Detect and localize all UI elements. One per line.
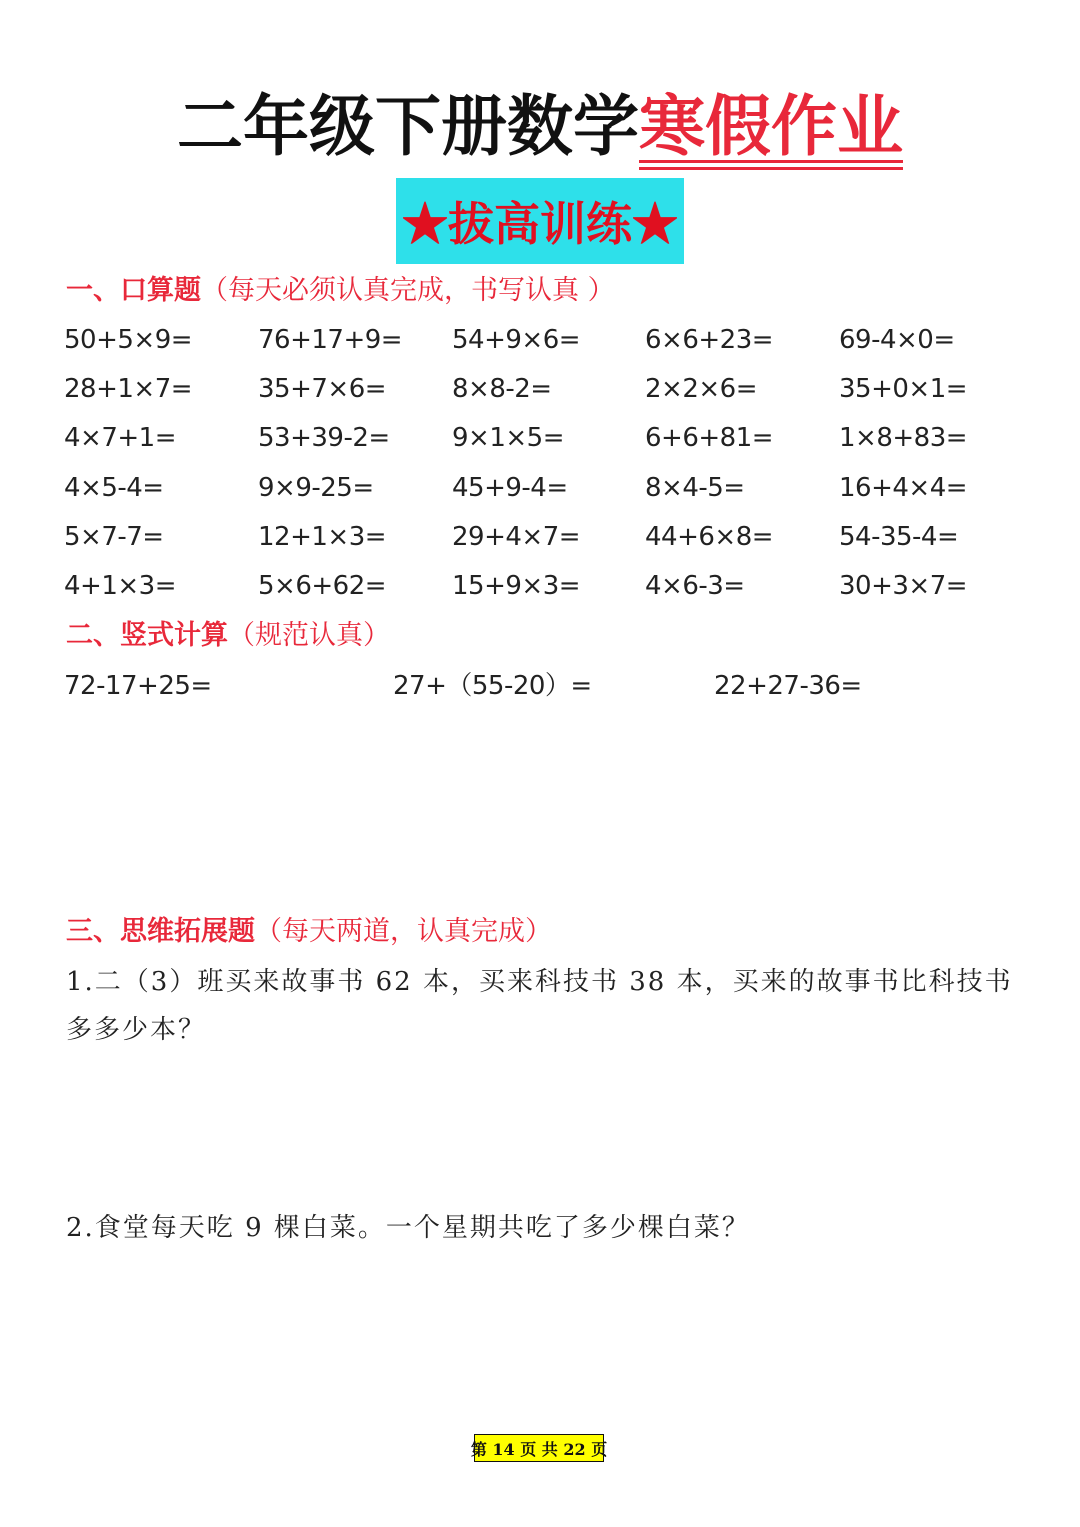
- mental-math-item: 5×6+62=: [258, 571, 387, 601]
- section3-title: 三、思维拓展题: [66, 916, 255, 947]
- word-problem-2: 2.食堂每天吃 9 棵白菜。一个星期共吃了多少棵白菜？: [66, 1213, 750, 1243]
- mental-math-item: 35+7×6=: [258, 374, 387, 405]
- mental-math-item: 30+3×7=: [839, 571, 968, 601]
- mental-math-item: 44+6×8=: [645, 521, 774, 552]
- mental-math-item: 6×6+23=: [645, 325, 774, 355]
- word-problem-1: 1.二（3）班买来故事书 62 本，买来科技书 38 本，买来的故事书比科技书多多少本？: [66, 967, 1013, 1045]
- mental-math-item: 8×4-5=: [645, 472, 745, 503]
- vertical-calc-item: 72-17+25=: [64, 671, 212, 701]
- section3-note: （每天两道，认真完成）: [255, 916, 552, 947]
- mental-math-item: 53+39-2=: [258, 423, 390, 454]
- mental-math-item: 35+0×1=: [839, 374, 968, 405]
- section1-title: 一、口算题: [66, 275, 201, 306]
- page-title: [0, 82, 1080, 172]
- vertical-calc-item: 22+27-36=: [714, 671, 862, 701]
- mental-math-item: 16+4×4=: [839, 472, 968, 503]
- mental-math-item: 76+17+9=: [258, 325, 403, 355]
- mental-math-row: [0, 320, 1080, 360]
- mental-math-item: 4×7+1=: [64, 423, 176, 454]
- mental-math-item: 28+1×7=: [64, 374, 193, 405]
- section1-note: （每天必须认真完成，书写认真 ）: [201, 275, 615, 306]
- mental-math-row: [0, 369, 1080, 409]
- mental-math-row: [0, 566, 1080, 606]
- mental-math-item: 6+6+81=: [645, 423, 774, 454]
- subtitle-banner: [396, 178, 684, 264]
- vertical-calc-item: 27+（55-20）=: [393, 671, 592, 701]
- mental-math-row: [0, 418, 1080, 458]
- section2-title: 二、竖式计算: [66, 620, 228, 651]
- mental-math-item: 5×7-7=: [64, 521, 164, 552]
- title-black-part: 二年级下册数学: [177, 88, 639, 165]
- mental-math-item: 4×5-4=: [64, 472, 164, 503]
- mental-math-item: 50+5×9=: [64, 325, 193, 355]
- mental-math-item: 8×8-2=: [452, 374, 552, 405]
- mental-math-item: 4×6-3=: [645, 571, 745, 601]
- page-number-badge: 第 14 页 共 22 页: [474, 1434, 604, 1462]
- mental-math-item: 69-4×0=: [839, 325, 955, 355]
- mental-math-row: [0, 517, 1080, 557]
- section2-note: （规范认真）: [228, 620, 390, 651]
- title-red-part: 寒假作业: [639, 82, 903, 172]
- mental-math-item: 4+1×3=: [64, 571, 176, 601]
- vertical-calc-row: [0, 666, 1080, 706]
- section2-heading: [66, 619, 390, 653]
- mental-math-item: 15+9×3=: [452, 571, 581, 601]
- section1-heading: [66, 274, 615, 308]
- mental-math-item: 12+1×3=: [258, 521, 387, 552]
- mental-math-item: 2×2×6=: [645, 374, 757, 405]
- section3-heading: [66, 915, 552, 949]
- mental-math-row: [0, 468, 1080, 508]
- subtitle-text: ★拔高训练★: [402, 197, 678, 251]
- mental-math-item: 45+9-4=: [452, 472, 568, 503]
- mental-math-item: 54+9×6=: [452, 325, 581, 355]
- mental-math-item: 9×1×5=: [452, 423, 564, 454]
- mental-math-item: 54-35-4=: [839, 521, 959, 552]
- mental-math-item: 9×9-25=: [258, 472, 374, 503]
- mental-math-item: 1×8+83=: [839, 423, 968, 454]
- mental-math-item: 29+4×7=: [452, 521, 581, 552]
